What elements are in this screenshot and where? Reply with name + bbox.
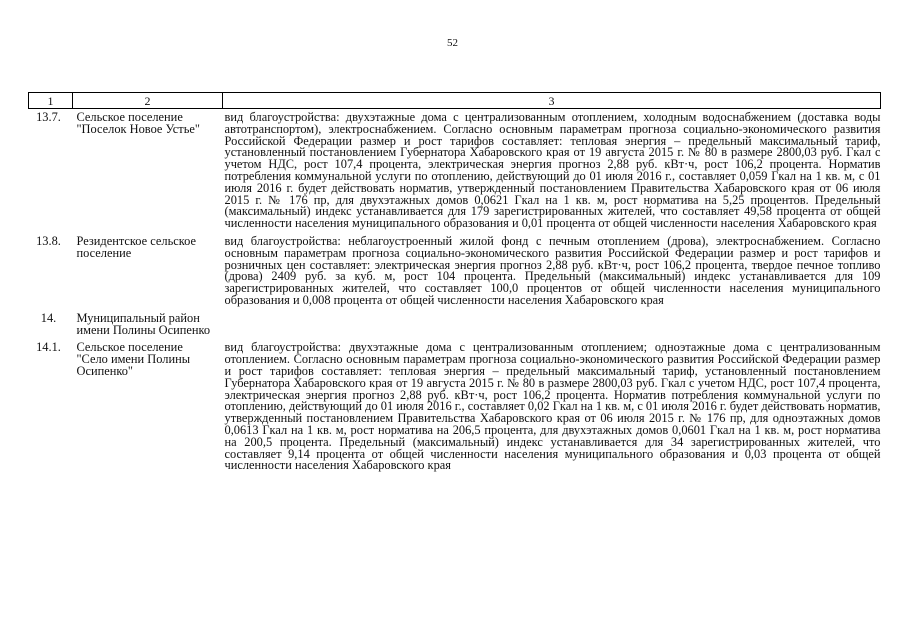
header-row [29, 93, 881, 109]
row-number: 14.1. [36, 340, 61, 355]
tariff-description: вид благоустройства: неблагоустроенный жилой фонд с печным отоплением (дрова), электроснабжением. Согласно основным параметрам прогноза социально-экономического развития Российской Федерации размер и рост тарифов и розничных цен составляет: электрическая энергия прогноз 2,88 руб. кВт·ч, рост 106,2 процента, твердое печное топливо (дрова) 2409 руб. за куб. м, рост 104 процента. Предельный (максимальный) индекс устанавливается для 109 зарегистрированных жителей, что составляет 100,0 процентов от общей численности населения муниципального образования и 0,008 процента от общей численности населения Хабаровского края [224, 233, 881, 307]
row-number: 14. [40, 310, 57, 325]
municipality-name: Сельское поселение "Поселок Новое Устье" [76, 110, 200, 136]
table-body [29, 109, 881, 479]
tariff-table [28, 92, 881, 478]
table-row [29, 109, 881, 236]
row-number: 13.8. [36, 233, 61, 248]
municipality-name: Резидентское сельское поселение [76, 233, 196, 260]
tariff-description: вид благоустройства: двухэтажные дома с централизованным отоплением, холодным водоснабжением (доставка воды автотранспортом), электроснабжением. Согласно основным параметрам прогноза социально-экономического развития Российской Федерации размер и рост тарифов составляет: тепловая энергия – предельный максимальный тариф, установленный постановлением Губернатора Хабаровского края от 19 августа 2015 г. № 80 в размере 2800,03 руб. Гкал с учетом НДС, рост 107,4 процента, электрическая энергия прогноз 2,88 руб. кВт·ч, рост 106,2 процента. Норматив потребления коммунальной услуги по отоплению, действующий до 01 июля 2016 г., составляет 0,059 Гкал на 1 кв. м, с 01 июля 2016 г. будет действовать норматив, утвержденный постановлением Правительства Хабаровского края от 06 июля 2015 г. № 176 пр, для двухэтажных домов 0,0621 Гкал на 1 кв. м, рост норматива на 5,25 процентов. Предельный (максимальный) индекс устанавливается для 179 зарегистрированных жителей, что составляет 49,58 процента от общей численности населения муниципального образования и 0,01 процента от общей численности населения Хабаровского края [224, 110, 881, 231]
municipality-name: Муниципальный район имени Полины Осипенко [76, 310, 211, 337]
tariff-description: вид благоустройства: двухэтажные дома с централизованным отоплением; одноэтажные дома с централизованным отоплением. Согласно основным параметрам прогноза социально-экономического развития Российской Федерации размер и рост тарифов составляет: тепловая энергия – предельный максимальный тариф, установленный постановлением Губернатора Хабаровского края от 19 августа 2015 г. № 80 в размере 2800,03 руб. Гкал с учетом НДС, рост 107,4 процента, электрическая энергия прогноз 2,88 руб. кВт·ч, рост 106,2 процента. Норматив потребления коммунальной услуги по отоплению, действующий до 01 июля 2016 г., составляет 0,02 Гкал на 1 кв. м, с 01 июля 2016 г. будет действовать норматив, утвержденный постановлением Правительства Хабаровского края от 06 июля 2015 г. № 176 пр, для одноэтажных домов 0,0613 Гкал на 1 кв. м, рост норматива на 206,5 процента, для двухэтажных домов 0,0601 Гкал на 1 кв. м, рост норматива на 200,5 процента. Предельный (максимальный) индекс устанавливается для 34 зарегистрированных жителей, что составляет 9,14 процента от общей численности населения муниципального образования и 0,03 процента от общей численности населения Хабаровского края [224, 340, 881, 473]
table-header [29, 93, 881, 109]
table-row [29, 342, 881, 478]
column-header-2: 2 [73, 93, 223, 109]
column-header-3: 3 [223, 93, 881, 109]
tariff-description [223, 313, 881, 343]
municipality-name: Сельское поселение "Село имени Полины Осипенко" [76, 340, 191, 378]
row-number: 13.7. [36, 110, 61, 124]
page-number: 52 [447, 37, 458, 49]
column-header-1: 1 [29, 93, 73, 109]
table-row [29, 313, 881, 343]
table-row [29, 236, 881, 313]
